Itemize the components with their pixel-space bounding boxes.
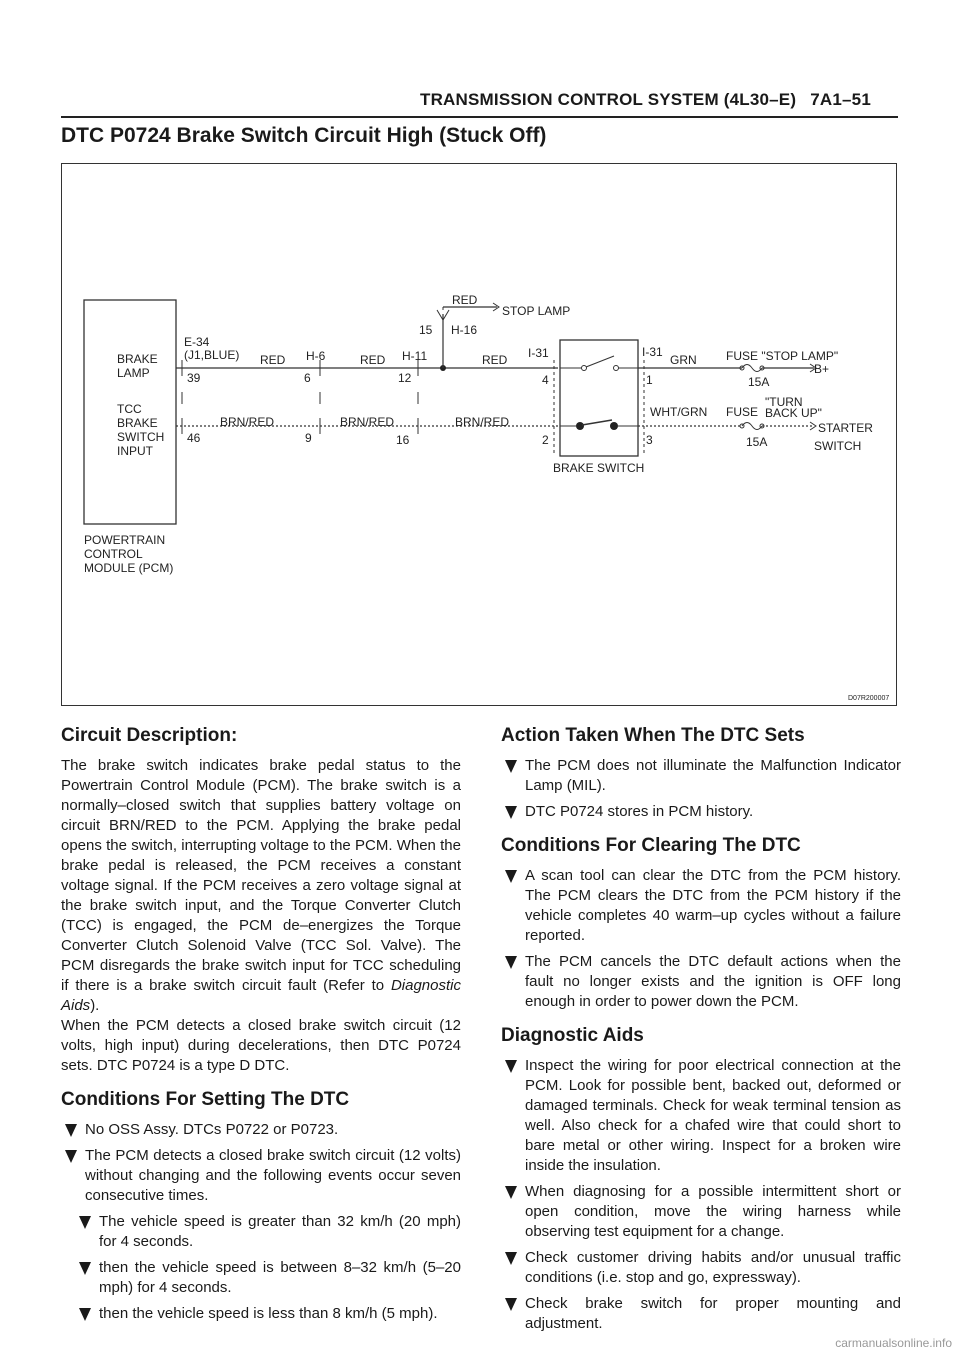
list-item: The PCM does not illuminate the Malfunction Indicator Lamp (MIL). xyxy=(501,756,901,796)
label-h16: H-16 xyxy=(451,323,478,337)
label-h11: H-11 xyxy=(402,349,428,363)
page-title: DTC P0724 Brake Switch Circuit High (Stuck Off) xyxy=(61,124,547,147)
label-tcc-3: SWITCH xyxy=(117,430,165,444)
list-subitem: then the vehicle speed is between 8–32 km/h (5–20 mph) for 4 seconds. xyxy=(61,1258,461,1298)
label-e34: E-34 xyxy=(184,335,210,349)
label-brnred-3: BRN/RED xyxy=(455,415,510,429)
bullet-triangle-icon xyxy=(505,1298,517,1311)
list-item: The PCM detects a closed brake switch circuit (12 volts) without changing and the following events occur seven consecutive times. xyxy=(61,1146,461,1206)
label-pin39: 39 xyxy=(187,371,201,385)
label-starter-2: SWITCH xyxy=(814,439,862,453)
label-pin4: 4 xyxy=(542,373,549,387)
label-pin6: 6 xyxy=(304,371,311,385)
conditions-setting-heading: Conditions For Setting The DTC xyxy=(61,1089,350,1110)
diagnostic-aids-heading: Diagnostic Aids xyxy=(501,1025,644,1046)
circuit-description-p1: The brake switch indicates brake pedal status to the Powertrain Control Module (PCM). The brake switch is a normally–closed switch that supplies battery voltage on circuit BRN/RED to the PCM. Applying the brake pedal opens the switch, interrupting voltage to the PCM. When the brake pedal is released, the PCM receives a constant voltage signal. If the PCM receives a zero voltage signal at the brake switch input, and the Torque Converter Clutch (TCC) is engaged, the PCM de–energizes the Torque Converter Clutch Solenoid Valve (TCC Sol. Valve). The PCM disregards the brake switch input for TCC scheduling if there is a brake switch circuit fault (Refer to Diagnostic Aids). xyxy=(61,757,461,1014)
list-item: Inspect the wiring for poor electrical connection at the PCM. Look for possible bent, backed out, deformed or damaged terminals. Check for weak terminal tension as well. Also check for a chafed wire that could short to bare metal or other wiring. Inspect for a broken wire inside the insulation. xyxy=(501,1056,901,1176)
label-brake-lamp-1: BRAKE xyxy=(117,352,158,366)
wiring-svg xyxy=(62,164,898,707)
label-pin12: 12 xyxy=(398,371,412,385)
label-amp-1: 15A xyxy=(748,375,770,389)
label-pin2: 2 xyxy=(542,433,549,447)
label-pin15: 15 xyxy=(419,323,433,337)
action-taken-heading: Action Taken When The DTC Sets xyxy=(501,725,805,746)
conditions-clearing-section xyxy=(501,836,901,1012)
label-whtgrn: WHT/GRN xyxy=(650,405,708,419)
label-h6: H-6 xyxy=(306,349,326,363)
list-subitem: The vehicle speed is greater than 32 km/h (20 mph) for 4 seconds. xyxy=(61,1212,461,1252)
label-pcm-1: POWERTRAIN xyxy=(84,533,166,547)
label-brnred-2: BRN/RED xyxy=(340,415,395,429)
label-red-2: RED xyxy=(360,353,386,367)
conditions-setting-section xyxy=(61,1090,461,1324)
list-subitem: then the vehicle speed is less than 8 km/h (5 mph). xyxy=(61,1304,461,1324)
label-tcc-2: BRAKE xyxy=(117,416,158,430)
list-item: A scan tool can clear the DTC from the PCM history. The PCM clears the DTC from the PCM history if the vehicle completes 40 warm–up cycles without a failure reported. xyxy=(501,866,901,946)
label-stop-lamp: STOP LAMP xyxy=(502,304,571,318)
diagnostic-aids-section xyxy=(501,1026,901,1334)
bullet-triangle-icon xyxy=(505,806,517,819)
list-item: DTC P0724 stores in PCM history. xyxy=(501,802,901,822)
left-column xyxy=(61,726,461,1330)
label-j1blue: (J1,BLUE) xyxy=(184,348,240,362)
label-red-stop: RED xyxy=(452,293,478,307)
label-red-1: RED xyxy=(260,353,286,367)
label-pin1: 1 xyxy=(646,373,653,387)
label-i31-b: I-31 xyxy=(642,345,663,359)
label-pcm-2: CONTROL xyxy=(84,547,143,561)
bullet-triangle-icon xyxy=(65,1150,77,1163)
label-turn-2: BACK UP" xyxy=(765,406,822,420)
page-number: 7A1–51 xyxy=(810,90,871,109)
label-brake-lamp-2: LAMP xyxy=(117,366,150,380)
label-pin46: 46 xyxy=(187,431,201,445)
bullet-triangle-icon xyxy=(505,1252,517,1265)
circuit-description-p2: When the PCM detects a closed brake switch circuit (12 volts, high input) during decelerations, then DTC P0724 sets. DTC P0724 is a type D DTC. xyxy=(61,1017,461,1074)
bullet-triangle-icon xyxy=(65,1124,77,1137)
list-item: The PCM cancels the DTC default actions when the fault no longer exists and the ignition is OFF long enough in order to power down the PCM. xyxy=(501,952,901,1012)
list-item: Check brake switch for proper mounting and adjustment. xyxy=(501,1294,901,1334)
label-fuse-2: FUSE xyxy=(726,405,759,419)
label-amp-2: 15A xyxy=(746,435,768,449)
label-pin9: 9 xyxy=(305,431,312,445)
bullet-triangle-icon xyxy=(505,870,517,883)
list-item: Check customer driving habits and/or unusual traffic conditions (i.e. stop and go, expressway). xyxy=(501,1248,901,1288)
label-pin3: 3 xyxy=(646,433,653,447)
bullet-triangle-icon xyxy=(79,1262,91,1275)
figure-ref: D07R200007 xyxy=(848,695,890,702)
list-item: No OSS Assy. DTCs P0722 or P0723. xyxy=(61,1120,461,1140)
bullet-triangle-icon xyxy=(79,1216,91,1229)
header-rule xyxy=(61,116,898,118)
bullet-triangle-icon xyxy=(79,1308,91,1321)
label-red-3: RED xyxy=(482,353,508,367)
label-i31-a: I-31 xyxy=(528,346,549,360)
bullet-triangle-icon xyxy=(505,1186,517,1199)
list-item: When diagnosing for a possible intermittent short or open condition, move the wiring harness while observing test equipment for a change. xyxy=(501,1182,901,1242)
right-column xyxy=(501,726,901,1340)
bullet-triangle-icon xyxy=(505,1060,517,1073)
conditions-clearing-heading: Conditions For Clearing The DTC xyxy=(501,835,801,856)
bullet-triangle-icon xyxy=(505,956,517,969)
label-grn: GRN xyxy=(670,353,697,367)
label-bplus: B+ xyxy=(814,362,830,376)
label-brnred-1: BRN/RED xyxy=(220,415,275,429)
label-turn-1: "TURN xyxy=(765,395,803,409)
circuit-description-heading: Circuit Description: xyxy=(61,725,238,746)
label-brake-switch: BRAKE SWITCH xyxy=(553,461,645,475)
watermark: carmanualsonline.info xyxy=(835,1336,952,1350)
label-pin16: 16 xyxy=(396,433,410,447)
section-title: TRANSMISSION CONTROL SYSTEM (4L30–E) xyxy=(420,90,797,109)
brake-switch-box xyxy=(560,340,638,456)
page-header xyxy=(420,90,871,110)
bullet-triangle-icon xyxy=(505,760,517,773)
label-starter-1: STARTER xyxy=(818,421,873,435)
label-tcc-1: TCC xyxy=(117,402,142,416)
label-pcm-3: MODULE (PCM) xyxy=(84,561,174,575)
label-fuse-stop: FUSE "STOP LAMP" xyxy=(726,349,839,363)
wiring-diagram xyxy=(61,163,897,706)
label-tcc-4: INPUT xyxy=(117,444,153,458)
